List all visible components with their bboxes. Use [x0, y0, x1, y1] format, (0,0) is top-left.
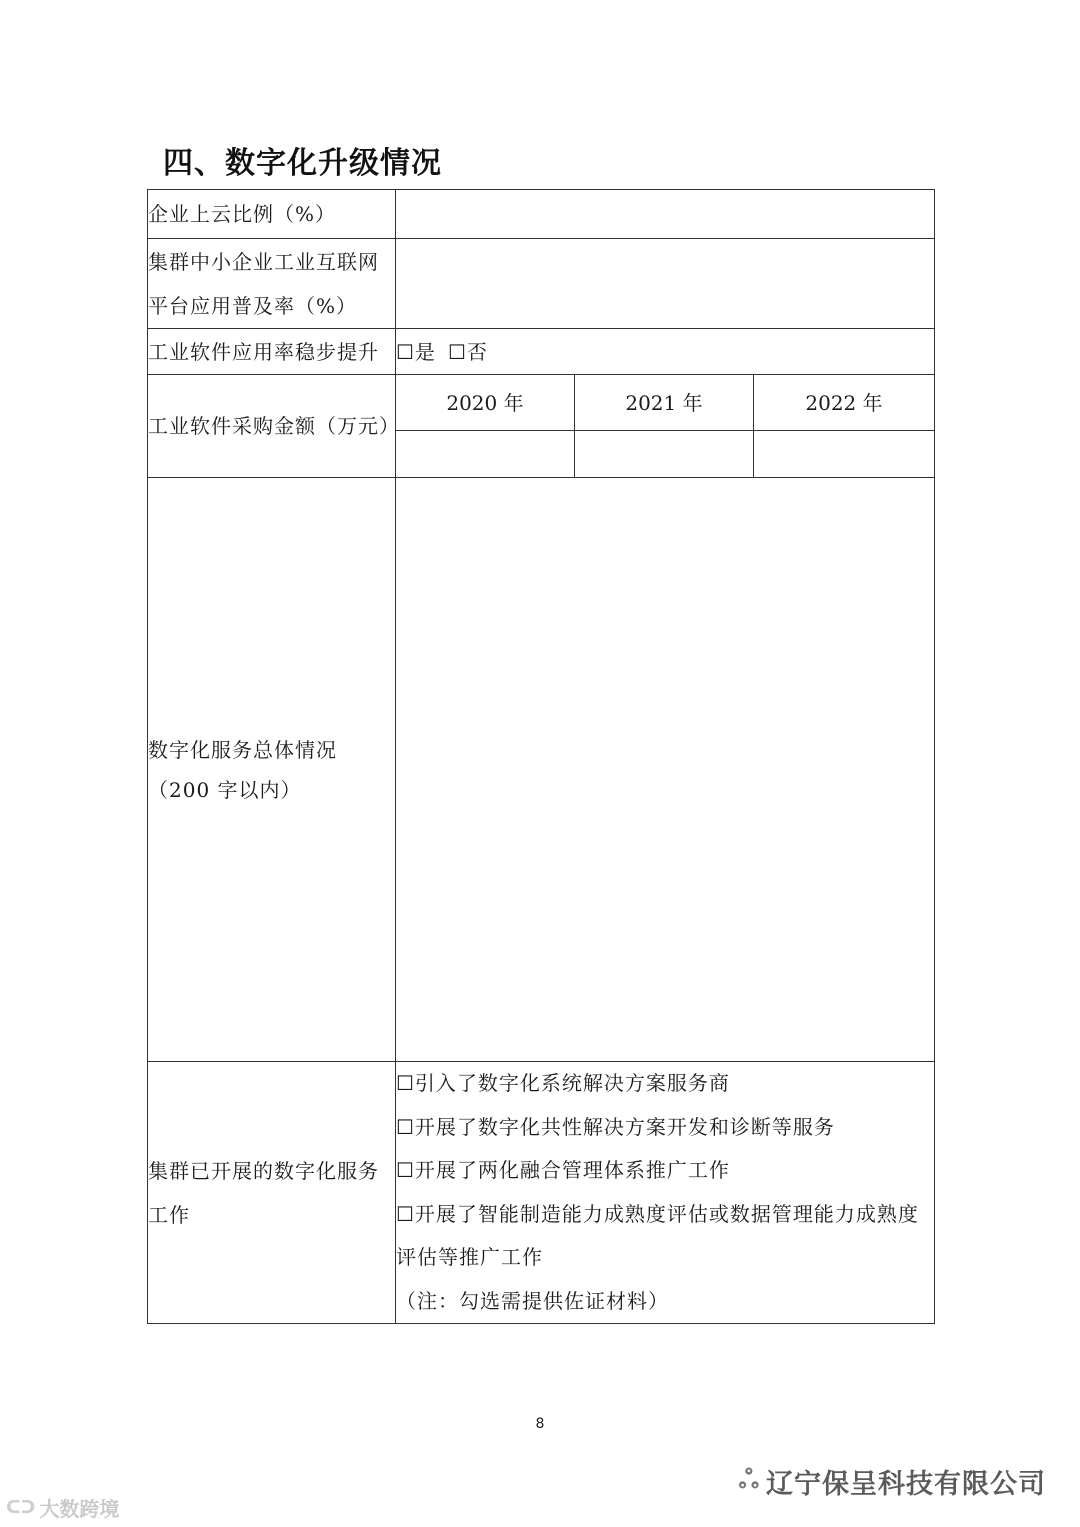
platform-rate-label-line2: 平台应用普及率（%） — [148, 293, 358, 318]
watermark-company: 辽宁保呈科技有限公司 — [766, 1469, 1046, 1500]
amount-2022-cell[interactable] — [754, 431, 935, 478]
digital-summary-label-line1: 数字化服务总体情况 — [148, 737, 337, 762]
page-number: 8 — [535, 1416, 545, 1432]
amount-2021-cell[interactable] — [575, 431, 754, 478]
platform-rate-label — [148, 239, 396, 329]
row-software-purchase-years — [148, 375, 935, 431]
year-2022-header: 2022 年 — [754, 375, 935, 431]
option-maturity-assessment[interactable]: ☐开展了智能制造能力成熟度评估或数据管理能力成熟度评估等推广工作 — [396, 1201, 919, 1269]
option-integration-management[interactable]: ☐开展了两化融合管理体系推广工作 — [396, 1158, 730, 1182]
cloud-ratio-value-cell[interactable] — [396, 190, 935, 239]
wechat-watermark — [739, 1462, 1046, 1501]
software-rate-label: 工业软件应用率稳步提升 — [148, 329, 396, 375]
row-digital-summary — [148, 478, 935, 1062]
logo-icon: ᑕᑐ — [6, 1497, 36, 1518]
cloud-ratio-label: 企业上云比例（%） — [148, 190, 396, 239]
digital-upgrade-table — [147, 189, 935, 1324]
yes-checkbox[interactable]: ☐是 — [396, 339, 436, 364]
wechat-icon: ஃ — [738, 1465, 760, 1495]
option-common-solutions[interactable]: ☐开展了数字化共性解决方案开发和诊断等服务 — [396, 1114, 835, 1139]
row-cloud-ratio — [148, 190, 935, 239]
amount-2020-cell[interactable] — [396, 431, 575, 478]
platform-rate-label-line1: 集群中小企业工业互联网 — [148, 249, 379, 274]
cluster-services-options — [396, 1062, 935, 1324]
digital-summary-label — [148, 478, 396, 1062]
option-service-provider[interactable]: ☐引入了数字化系统解决方案服务商 — [396, 1071, 730, 1095]
no-checkbox[interactable]: ☐否 — [447, 339, 488, 364]
year-2020-header: 2020 年 — [396, 375, 575, 431]
row-cluster-services — [148, 1062, 935, 1324]
cluster-services-label-line2: 工作 — [148, 1202, 190, 1227]
cluster-services-label — [148, 1062, 396, 1324]
site-watermark — [6, 1493, 119, 1522]
cluster-services-label-line1: 集群已开展的数字化服务 — [148, 1158, 379, 1183]
row-software-rate — [148, 329, 935, 375]
digital-summary-label-line2: （200 字以内） — [148, 777, 302, 802]
row-platform-rate — [148, 239, 935, 329]
year-2021-header: 2021 年 — [575, 375, 754, 431]
software-rate-choice — [396, 329, 935, 375]
section-title: 四、数字化升级情况 — [163, 146, 442, 181]
watermark-site: 大数跨境 — [39, 1497, 120, 1521]
evidence-note: （注：勾选需提供佐证材料） — [396, 1288, 669, 1313]
platform-rate-value-cell[interactable] — [396, 239, 935, 329]
digital-summary-value-cell[interactable] — [396, 478, 935, 1062]
software-purchase-label: 工业软件采购金额（万元） — [148, 375, 396, 478]
